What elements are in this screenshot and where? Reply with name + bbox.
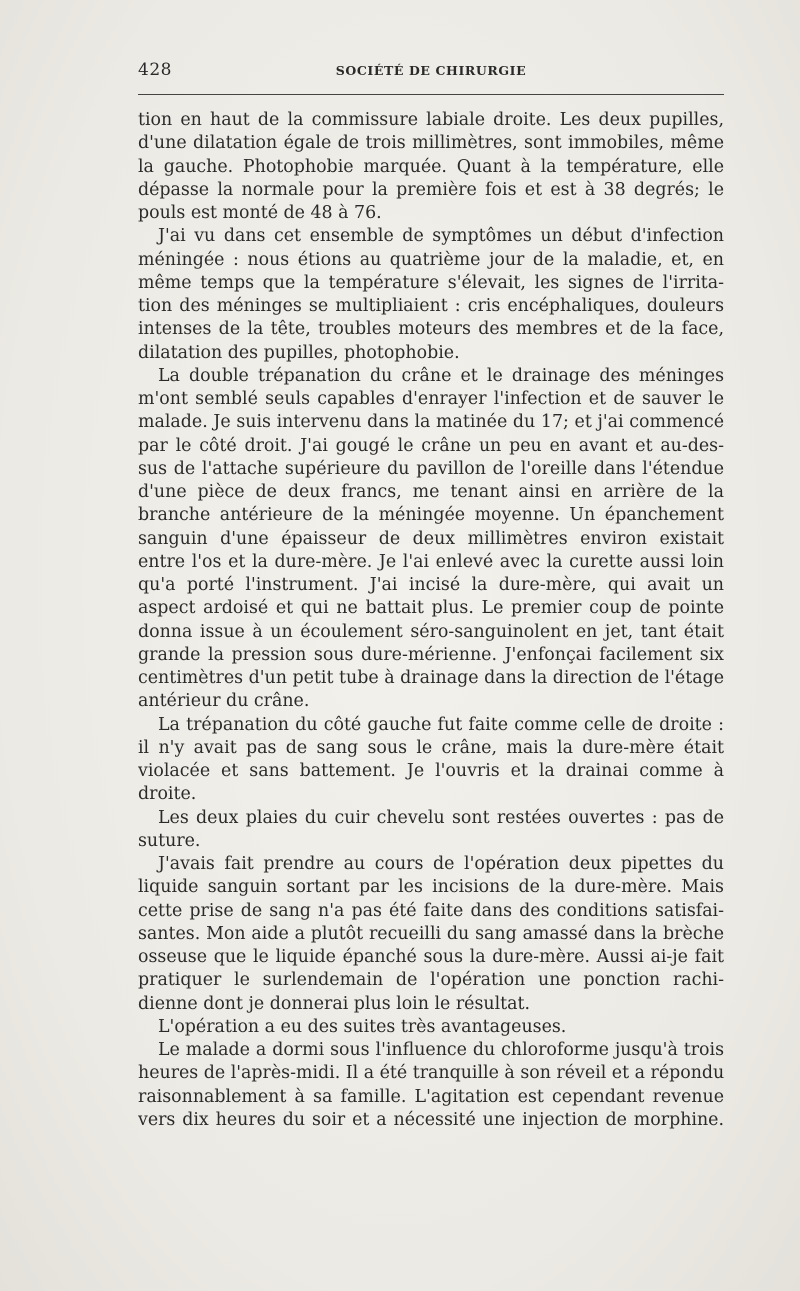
text-line: liquide sanguin sortant par les incisions de la dure-mère. Mais [138, 877, 724, 898]
text-line: d'une dilatation égale de trois millimètres, sont immobiles, même [138, 133, 724, 154]
paragraph-first-line: Les deux plaies du cuir chevelu sont restées ouvertes : pas de [158, 807, 724, 828]
text-line: donna issue à un écoulement séro-sanguinolent en jet, tant était [138, 621, 724, 642]
text-line: tion en haut de la commissure labiale droite. Les deux pupilles, [138, 110, 724, 130]
text-line: branche antérieure de la méningée moyenne. Un épanchement [138, 505, 724, 526]
text-line: tion des méninges se multipliaient : cris encéphaliques, douleurs [138, 296, 724, 316]
text-line: d'une pièce de deux francs, me tenant ainsi en arrière de la [138, 482, 724, 502]
text-line: antérieur du crâne. [138, 691, 310, 712]
running-head: SOCIÉTÉ DE CHIRURGIE [335, 63, 527, 78]
paragraph-first-line: J'ai vu dans cet ensemble de symptômes un début d'infection [158, 226, 724, 247]
paragraph-first-line: L'opération a eu des suites très avantageuses. [158, 1016, 567, 1037]
text-line: par le côté droit. J'ai gougé le crâne un peu en avant et au-des- [138, 435, 724, 456]
paragraph-first-line: La trépanation du côté gauche fut faite comme celle de droite : [158, 714, 724, 735]
text-line: droite. [138, 784, 197, 805]
text-line: il n'y avait pas de sang sous le crâne, mais la dure-mère était [138, 737, 724, 758]
text-line: centimètres d'un petit tube à drainage dans la direction de l'étage [138, 668, 724, 688]
header-rule [138, 94, 724, 95]
text-line: grande la pression sous dure-mérienne. J'enfonçai facilement six [138, 644, 724, 665]
body-text [138, 109, 724, 1132]
text-line: aspect ardoisé et qui ne battait plus. Le premier coup de pointe [138, 598, 724, 619]
paragraph-first-line: Le malade a dormi sous l'influence du chloroforme jusqu'à trois [158, 1040, 724, 1060]
text-line: entre l'os et la dure-mère. Je l'ai enlevé avec la curette aussi loin [138, 551, 724, 572]
page-header [138, 60, 724, 84]
text-line: sus de l'attache supérieure du pavillon de l'oreille dans l'étendue [138, 458, 724, 479]
paragraph-first-line: La double trépanation du crâne et le drainage des méninges [158, 365, 724, 386]
text-line: heures de l'après-midi. Il a été tranquille à son réveil et a répondu [138, 1063, 724, 1084]
text-line: santes. Mon aide a plutôt recueilli du sang amassé dans la brèche [138, 923, 724, 944]
text-line: malade. Je suis intervenu dans la matinée du 17; et j'ai commencé [138, 412, 724, 433]
text-line: la gauche. Photophobie marquée. Quant à la température, elle [138, 156, 724, 177]
text-line: dilatation des pupilles, photophobie. [138, 342, 460, 363]
text-line: sanguin d'une épaisseur de deux millimètres environ existait [138, 528, 724, 549]
text-line: même temps que la température s'élevait, les signes de l'irrita- [138, 272, 724, 293]
text-line: vers dix heures du soir et a nécessité une injection de morphine. [138, 1109, 724, 1130]
text-line: suture. [138, 830, 201, 851]
text-line: dienne dont je donnerai plus loin le résultat. [138, 993, 531, 1014]
text-line: violacée et sans battement. Je l'ouvris et la drainai comme à [138, 761, 724, 781]
text-line: qu'a porté l'instrument. J'ai incisé la dure-mère, qui avait un [138, 575, 724, 595]
text-line: intenses de la tête, troubles moteurs des membres et de la face, [138, 319, 724, 340]
text-line: cette prise de sang n'a pas été faite dans des conditions satisfai- [138, 900, 724, 921]
text-line: raisonnablement à sa famille. L'agitation est cependant revenue [138, 1086, 724, 1107]
text-line: osseuse que le liquide épanché sous la dure-mère. Aussi ai-je fait [138, 947, 724, 967]
page-number: 428 [138, 60, 172, 80]
text-line: m'ont semblé seuls capables d'enrayer l'infection et de sauver le [138, 389, 724, 409]
paragraph-first-line: J'avais fait prendre au cours de l'opération deux pipettes du [158, 854, 724, 874]
text-line: pouls est monté de 48 à 76. [138, 203, 382, 223]
text-line: méningée : nous étions au quatrième jour de la maladie, et, en [138, 249, 724, 270]
text-line: pratiquer le surlendemain de l'opération une ponction rachi- [138, 970, 724, 991]
text-line: dépasse la normale pour la première fois et est à 38 degrés; le [138, 179, 724, 200]
